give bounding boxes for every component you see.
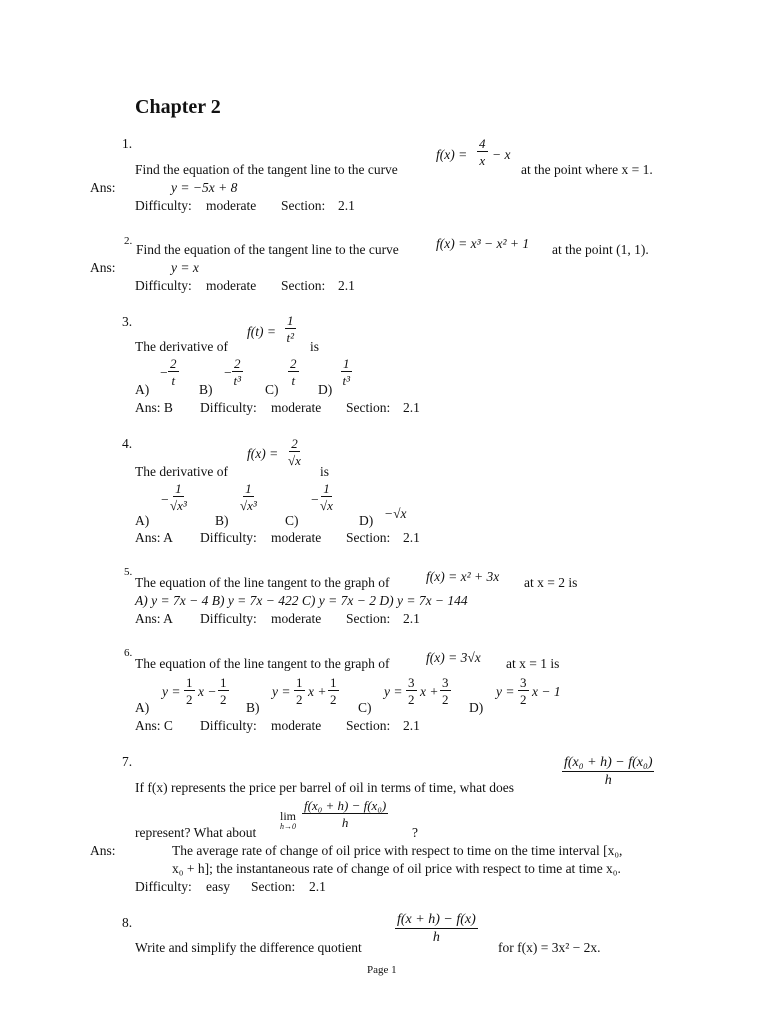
question-stem: Write and simplify the difference quotient xyxy=(135,940,362,955)
fraction-denominator: 2 xyxy=(296,692,303,707)
is-word: is xyxy=(320,464,330,479)
fraction-denominator: 2 xyxy=(520,692,527,707)
fraction-denominator: √x³ xyxy=(240,498,257,513)
difficulty-value: easy xyxy=(206,879,230,894)
difficulty-value: moderate xyxy=(271,718,322,733)
fraction-numerator: 2 xyxy=(290,356,297,371)
difficulty-value: moderate xyxy=(206,278,257,293)
difficulty-value: moderate xyxy=(206,198,257,213)
question-tail: at the point (1, 1). xyxy=(552,242,649,257)
section-label: Section: xyxy=(281,278,326,293)
choice-d-expression: −√x xyxy=(384,506,407,521)
q4-function-lhs: f(x) = xyxy=(247,446,279,461)
fraction-denominator: h xyxy=(341,815,349,830)
page-footer: Page 1 xyxy=(367,964,397,976)
answer-line: Ans: A xyxy=(135,611,173,626)
fraction-denominator: √x xyxy=(320,498,333,513)
question-number: 7. xyxy=(122,754,133,769)
choice-d-fraction xyxy=(341,357,352,387)
difficulty-label: Difficulty: xyxy=(200,718,257,733)
section-value: 2.1 xyxy=(403,530,420,545)
fraction-numerator: 2 xyxy=(170,356,177,371)
choice-label: D) xyxy=(359,513,374,528)
fraction-denominator: t xyxy=(171,373,176,388)
question-number: 8. xyxy=(122,915,133,930)
choice-a-fraction xyxy=(168,357,179,387)
fraction-denominator: t² xyxy=(286,330,294,345)
answer-line: Ans: A xyxy=(135,530,173,545)
choice-b-fraction xyxy=(232,357,243,387)
chapter-title: Chapter 2 xyxy=(135,96,221,118)
choice-label: A) xyxy=(135,513,150,528)
fraction-denominator: 2 xyxy=(330,692,337,707)
fraction-numerator: 3 xyxy=(442,675,449,690)
choice-middle: x − 1 xyxy=(532,684,561,699)
question-tail: at x = 1 is xyxy=(506,656,560,671)
fraction-numerator: 1 xyxy=(287,313,294,328)
choice-prefix: y = xyxy=(384,684,403,699)
ans-label: Ans: xyxy=(90,843,116,858)
answer-text: y = x xyxy=(171,260,199,275)
q7-limit-quotient xyxy=(302,799,388,829)
difficulty-label: Difficulty: xyxy=(200,530,257,545)
question-stem-2: represent? What about xyxy=(135,825,257,840)
question-number: 3. xyxy=(122,314,133,329)
question-stem: Find the equation of the tangent line to the curve xyxy=(135,162,398,177)
choices-line: A) y = 7x − 4 B) y = 7x − 422 C) y = 7x − 2 D) y = 7x − 144 xyxy=(135,593,468,608)
fraction-numerator: f(x + h) − f(x) xyxy=(397,912,476,927)
fraction-numerator: 3 xyxy=(408,675,415,690)
question-number: 1. xyxy=(122,136,133,151)
q1-function-lhs: f(x) = xyxy=(436,147,468,162)
choice-c-fraction xyxy=(320,482,333,512)
section-label: Section: xyxy=(346,400,391,415)
fraction-numerator: f(x₀ + h) − f(x₀) xyxy=(304,798,387,813)
question-number: 4. xyxy=(122,436,133,451)
choice-label: D) xyxy=(469,700,484,715)
fraction-denominator: h xyxy=(604,773,612,788)
limit-subscript: h→0 xyxy=(280,822,296,831)
question-stem: The derivative of xyxy=(135,339,228,354)
limit-word: lim xyxy=(280,809,297,823)
choice-label: C) xyxy=(358,700,372,715)
choice-sign: − xyxy=(160,365,168,380)
fraction-numerator: 2 xyxy=(291,436,298,451)
q5-function: f(x) = x² + 3x xyxy=(426,569,500,584)
answer-text: y = −5x + 8 xyxy=(171,180,238,195)
fraction-numerator: 1 xyxy=(175,481,182,496)
choice-c-slope xyxy=(406,676,417,706)
is-word: is xyxy=(310,339,320,354)
question-number: 5. xyxy=(124,566,133,578)
choice-sign: − xyxy=(311,492,319,507)
fraction-denominator: t³ xyxy=(342,373,350,388)
fraction-numerator: 1 xyxy=(220,675,227,690)
question-stem: If f(x) represents the price per barrel of oil in terms of time, what does xyxy=(135,780,514,795)
choice-a-slope xyxy=(184,676,195,706)
fraction-denominator: √x xyxy=(288,453,301,468)
q3-function-fraction xyxy=(285,314,296,344)
answer-text-line-1: The average rate of change of oil price with respect to time on the time interval [x₀, xyxy=(172,843,623,858)
fraction-numerator: 1 xyxy=(186,675,193,690)
difficulty-value: moderate xyxy=(271,530,322,545)
question-tail: for f(x) = 3x² − 2x. xyxy=(498,940,601,955)
section-label: Section: xyxy=(251,879,296,894)
q1-function-fraction xyxy=(477,137,488,167)
fraction-denominator: √x³ xyxy=(170,498,187,513)
ans-label: Ans: xyxy=(90,260,116,275)
fraction-denominator: t³ xyxy=(233,373,241,388)
section-value: 2.1 xyxy=(309,879,326,894)
difficulty-label: Difficulty: xyxy=(200,400,257,415)
choice-label: B) xyxy=(199,382,213,397)
fraction-numerator: 4 xyxy=(479,136,486,151)
fraction-numerator: f(x₀ + h) − f(x₀) xyxy=(564,755,653,770)
q2-function: f(x) = x³ − x² + 1 xyxy=(436,236,530,251)
choice-prefix: y = xyxy=(162,684,181,699)
choice-b-fraction xyxy=(240,482,257,512)
fraction-denominator: x xyxy=(479,153,486,168)
choice-label: B) xyxy=(246,700,260,715)
choice-sign: − xyxy=(224,365,232,380)
difficulty-label: Difficulty: xyxy=(200,611,257,626)
fraction-numerator: 1 xyxy=(245,481,252,496)
fraction-denominator: 2 xyxy=(220,692,227,707)
difficulty-label: Difficulty: xyxy=(135,278,192,293)
fraction-numerator: 1 xyxy=(323,481,330,496)
question-stem: The derivative of xyxy=(135,464,228,479)
choice-b-intercept xyxy=(328,676,339,706)
question-number: 2. xyxy=(124,235,133,247)
fraction-denominator: 2 xyxy=(408,692,415,707)
q4-function-fraction xyxy=(288,437,301,467)
difficulty-value: moderate xyxy=(271,611,322,626)
question-stem: Find the equation of the tangent line to the curve xyxy=(136,242,399,257)
choice-c-fraction xyxy=(288,357,299,387)
choice-prefix: y = xyxy=(496,684,515,699)
section-label: Section: xyxy=(281,198,326,213)
difficulty-label: Difficulty: xyxy=(135,879,192,894)
section-label: Section: xyxy=(346,530,391,545)
section-label: Section: xyxy=(346,611,391,626)
choice-middle: x − xyxy=(198,684,217,699)
q3-function-lhs: f(t) = xyxy=(247,324,276,339)
choice-label: C) xyxy=(265,382,279,397)
section-label: Section: xyxy=(346,718,391,733)
choice-a-fraction xyxy=(170,482,187,512)
choice-label: D) xyxy=(318,382,333,397)
section-value: 2.1 xyxy=(338,278,355,293)
answer-text-line-2: x₀ + h]; the instantaneous rate of change of oil price with respect to time at time x₀. xyxy=(172,861,621,876)
difficulty-value: moderate xyxy=(271,400,322,415)
ans-label: Ans: xyxy=(90,180,116,195)
choice-sign: − xyxy=(161,492,169,507)
fraction-numerator: 1 xyxy=(343,356,350,371)
difficulty-label: Difficulty: xyxy=(135,198,192,213)
fraction-numerator: 1 xyxy=(330,675,337,690)
choice-prefix: y = xyxy=(272,684,291,699)
answer-line: Ans: B xyxy=(135,400,173,415)
section-value: 2.1 xyxy=(403,718,420,733)
section-value: 2.1 xyxy=(403,611,420,626)
q8-difference-quotient xyxy=(395,913,478,945)
fraction-denominator: h xyxy=(432,930,440,945)
fraction-denominator: 2 xyxy=(442,692,449,707)
q1-function-rhs: − x xyxy=(492,147,511,162)
q6-function: f(x) = 3√x xyxy=(426,650,481,665)
question-stem: The equation of the line tangent to the graph of xyxy=(135,575,390,590)
fraction-numerator: 2 xyxy=(234,356,241,371)
choice-d-slope xyxy=(518,676,529,706)
section-value: 2.1 xyxy=(338,198,355,213)
question-number: 6. xyxy=(124,647,133,659)
question-mark: ? xyxy=(412,825,418,840)
choice-a-intercept xyxy=(218,676,229,706)
question-tail: at x = 2 is xyxy=(524,575,578,590)
fraction-denominator: 2 xyxy=(186,692,193,707)
choice-b-slope xyxy=(294,676,305,706)
choice-label: B) xyxy=(215,513,229,528)
answer-line: Ans: C xyxy=(135,718,173,733)
choice-label: A) xyxy=(135,700,150,715)
question-tail: at the point where x = 1. xyxy=(521,162,653,177)
fraction-numerator: 3 xyxy=(520,675,527,690)
choice-label: C) xyxy=(285,513,299,528)
fraction-numerator: 1 xyxy=(296,675,303,690)
choice-middle: x + xyxy=(308,684,327,699)
section-value: 2.1 xyxy=(403,400,420,415)
choice-middle: x + xyxy=(420,684,439,699)
question-stem: The equation of the line tangent to the graph of xyxy=(135,656,390,671)
choice-label: A) xyxy=(135,382,150,397)
fraction-denominator: t xyxy=(291,373,296,388)
choice-c-intercept xyxy=(440,676,451,706)
q7-difference-quotient xyxy=(562,756,654,788)
